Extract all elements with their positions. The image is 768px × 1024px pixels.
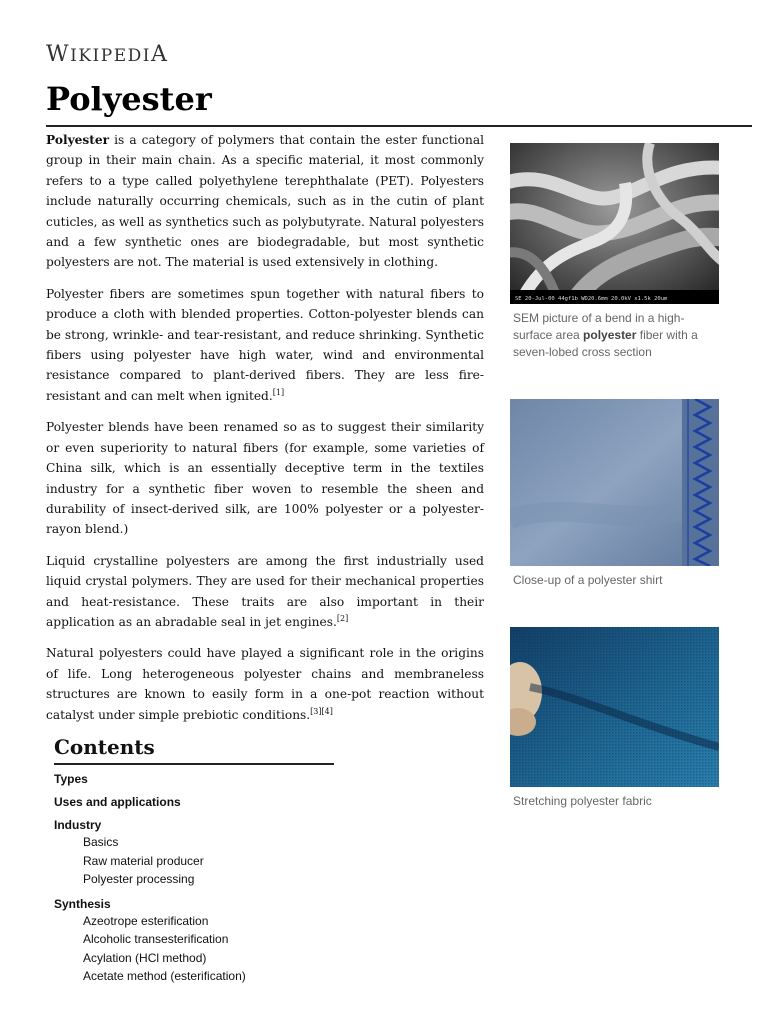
- reference-link[interactable]: [2]: [336, 613, 349, 623]
- toc-subitem[interactable]: Raw material producer: [83, 853, 204, 868]
- logo-letter: A: [150, 42, 169, 67]
- title-divider: [46, 125, 752, 127]
- shirt-closeup-image[interactable]: [510, 399, 719, 566]
- caption-text: fiber with a seven-lobed cross section: [513, 328, 698, 359]
- sem-fiber-image[interactable]: [510, 143, 719, 304]
- wikipedia-logo[interactable]: [46, 42, 168, 67]
- toc-subitem[interactable]: Acetate method (esterification): [83, 969, 246, 983]
- paragraph-text: Polyester fibers are sometimes spun together with natural fibers to produce a cloth with blended properties. Cotton-polyester blends can be strong, wrinkle- and tear-resistant, and reduce shrinking. Synthetic fibers using polyester have high water, wind and environmental resistance compared to plant-derived fibers. They are less fire-resistant and can melt when ignited.: [46, 286, 484, 403]
- reference-link[interactable]: [1]: [272, 387, 285, 397]
- toc-subitem[interactable]: Acylation (HCl method): [83, 950, 207, 965]
- caption-text: SEM picture of a bend in a high-surface area: [513, 311, 685, 342]
- table-of-contents: [54, 735, 334, 986]
- fabric-stretch-image[interactable]: [510, 627, 719, 787]
- logo-letter: W: [46, 42, 71, 67]
- toc-item-types[interactable]: Types: [54, 772, 88, 786]
- paragraph: [46, 284, 484, 406]
- toc-subitem[interactable]: Azeotrope esterification: [83, 913, 209, 928]
- figure-fabric: [510, 627, 719, 810]
- toc-item-uses[interactable]: Uses and applications: [54, 795, 181, 809]
- toc-subitem[interactable]: Polyester processing: [83, 872, 195, 886]
- reference-link[interactable]: [3][4]: [310, 706, 333, 716]
- paragraph: [46, 130, 484, 273]
- paragraph-text: is a category of polymers that contain the ester functional group in their main chain. As a specific material, it most commonly refers to a type called polyethylene terephthalate (PET). Polyesters include naturally occurring chemicals, such as in the cutin of plant cuticles, as well as synthetics such as polybutyrate. Natural polyesters and a few synthetic ones are biodegradable, but most synthetic polyesters are not. The material is used extensively in clothing.: [46, 133, 484, 270]
- figure-sem: [510, 143, 719, 361]
- logo-letters: IKIPEDI: [70, 46, 151, 66]
- article-body: [46, 130, 484, 736]
- sem-scale-bar: SE 20-Jul-00 44gf1b WD20.6mm 20.0kV x1.5k 20um: [515, 296, 668, 302]
- figure-shirt: [510, 399, 719, 589]
- toc-item-synthesis[interactable]: Synthesis: [54, 896, 111, 911]
- paragraph-text: Liquid crystalline polyesters are among the first industrially used liquid crystal polymers. They are used for their mechanical properties and heat-resistance. These traits are also important in their application as an abradable seal in jet engines.: [46, 553, 484, 629]
- page-title: Polyester: [46, 80, 212, 118]
- figure-caption: Close-up of a polyester shirt: [513, 573, 663, 587]
- paragraph-text: Natural polyesters could have played a significant role in the origins of life. Long heterogeneous polyester chains and membraneless structures are known to easily form in a one-pot reaction without catalyst under simple prebiotic conditions.: [46, 646, 484, 722]
- figure-caption: Stretching polyester fabric: [513, 794, 652, 808]
- lead-term: Polyester: [46, 133, 110, 147]
- paragraph: [46, 417, 484, 539]
- contents-heading: Contents: [54, 735, 334, 765]
- paragraph-text: Polyester blends have been renamed so as to suggest their similarity or even superiority to natural fibers (for example, some varieties of China silk, which is an essentially deceptive term in the textiles industry for a synthetic fiber woven to resemble the sheen and durability of insect-derived silk, are 100% polyester or a polyester-rayon blend.): [46, 420, 484, 537]
- toc-subitem[interactable]: Basics: [83, 835, 119, 849]
- paragraph: [46, 551, 484, 633]
- toc-subitem[interactable]: Alcoholic transesterification: [83, 932, 229, 946]
- caption-bold-term: polyester: [583, 328, 637, 342]
- paragraph: [46, 643, 484, 725]
- toc-item-industry[interactable]: Industry: [54, 818, 102, 832]
- figure-caption: [510, 310, 719, 361]
